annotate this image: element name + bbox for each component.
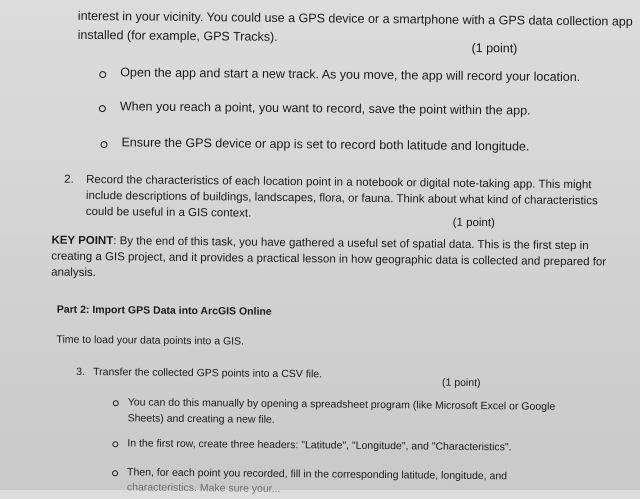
- item-3-bullet-2: In the first row, create three headers: "Latitude", "Longitude", and "Characteristics".: [127, 437, 512, 454]
- intro-line-1: interest in your vicinity. You could use a GPS device or a smartphone with a GPS data collection app: [77, 8, 633, 29]
- item-2-line-2: include descriptions of buildings, landscapes, flora, or fauna. Think about what kind of characteristics: [85, 189, 598, 208]
- item-3-bullet-1-line-1: You can do this manually by opening a spreadsheet program (like Microsoft Excel or Google: [127, 396, 556, 413]
- key-point-line-3: analysis.: [51, 266, 96, 280]
- item-2-line-1: Record the characteristics of each location point in a notebook or digital note-taking app. This might: [86, 173, 592, 192]
- item-3-text: Transfer the collected GPS points into a CSV file.: [93, 365, 323, 381]
- intro-points: (1 point): [471, 40, 518, 56]
- key-point-line-1: [51, 235, 588, 253]
- bullet-icon: [113, 400, 119, 406]
- item-3-number: 3.: [76, 365, 85, 378]
- item-3-points: (1 point): [441, 376, 481, 390]
- item-3-bullet-3-line-1: Then, for each point you recorded, fill in the corresponding latitude, longitude, and: [126, 466, 508, 483]
- part-2-intro: Time to load your data points into a GIS.: [56, 333, 245, 348]
- bullet-icon: [99, 105, 106, 112]
- intro-bullet-1: Open the app and start a new track. As you move, the app will record your location.: [120, 65, 581, 85]
- item-3-bullet-1-line-2: Sheets) and creating a new file.: [127, 412, 275, 426]
- item-2-number: 2.: [64, 173, 74, 186]
- bullet-icon: [99, 71, 106, 78]
- item-2-line-3: could be useful in a GIS context.: [85, 205, 252, 220]
- item-2-points: (1 point): [452, 216, 495, 230]
- key-point-label: KEY POINT: [51, 234, 114, 248]
- key-point-line-2: creating a GIS project, and it provides a practical lesson in how geographic data is collected and prepared for: [51, 250, 607, 269]
- intro-bullet-3: Ensure the GPS device or app is set to record both latitude and longitude.: [121, 135, 530, 154]
- part-2-heading: Part 2: Import GPS Data into ArcGIS Online: [56, 303, 272, 318]
- intro-bullet-2: When you reach a point, you want to record, save the point within the app.: [119, 99, 531, 118]
- bullet-icon: [100, 141, 107, 148]
- bullet-icon: [112, 470, 118, 476]
- bullet-icon: [112, 441, 118, 447]
- key-point-text: : By the end of this task, you have gathered a useful set of spatial data. This is the first step in: [113, 235, 589, 253]
- intro-line-2: installed (for example, GPS Tracks).: [77, 27, 278, 44]
- item-3-bullet-3-line-2: characteristics. Make sure your...: [126, 481, 281, 495]
